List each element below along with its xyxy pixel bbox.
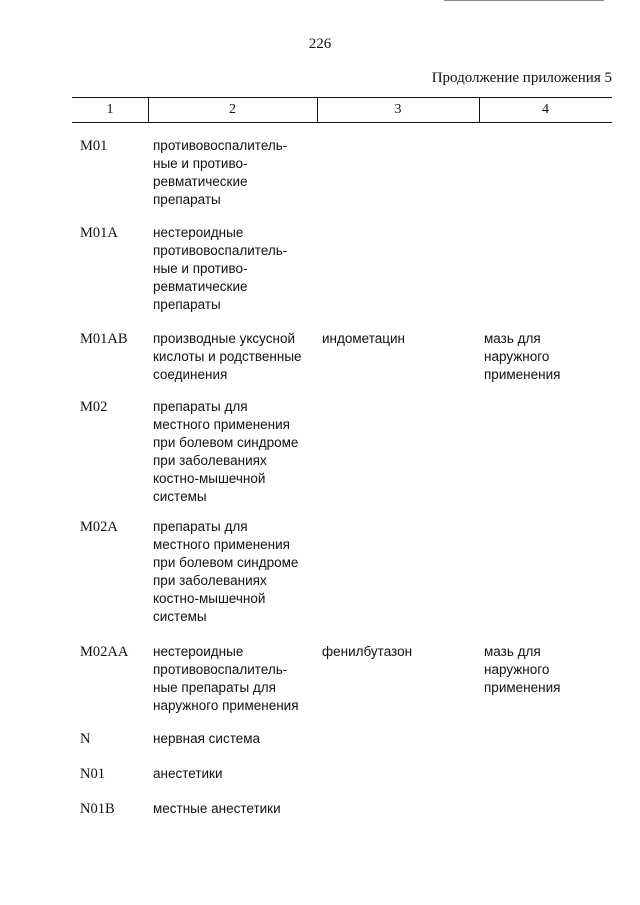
- table-cell-code: N: [80, 731, 91, 747]
- table-cell-code: N01: [80, 766, 105, 782]
- table-cell-code: M02AA: [80, 644, 129, 660]
- table-cell-name: противовоспалитель- ные и противо- ревматические препараты: [153, 138, 288, 207]
- header-col-4: 4: [542, 102, 549, 117]
- table-cell-code: M01: [80, 138, 108, 154]
- table-cell-name: местные анестетики: [153, 801, 281, 816]
- table-cell-code: M01AB: [80, 331, 128, 347]
- table-header-row: [72, 97, 612, 123]
- table-cell-name: нестероидные противовоспалитель- ные и противо- ревматические препараты: [153, 225, 288, 312]
- scan-edge-mark: [444, 0, 604, 1]
- header-col-1: 1: [106, 102, 114, 117]
- table-cell-name: препараты для местного применения при болевом синдроме при заболеваниях костно-мышечной системы: [153, 519, 299, 624]
- table-cell-name: нестероидные противовоспалитель- ные препараты для наружного применения: [153, 644, 299, 713]
- table-cell-dosage-form: мазь для наружного применения: [484, 644, 561, 695]
- table-cell-inn: фенилбутазон: [322, 644, 413, 659]
- appendix-continuation-label: Продолжение приложения 5: [431, 70, 612, 86]
- table-cell-code: N01B: [80, 801, 115, 817]
- table-cell-code: M02A: [80, 519, 118, 535]
- table-cell-inn: индометацин: [322, 331, 405, 346]
- table-cell-name: препараты для местного применения при болевом синдроме при заболеваниях костно-мышечной системы: [153, 399, 299, 504]
- table-cell-name: нервная система: [153, 731, 261, 746]
- table-cell-code: M02: [80, 399, 108, 415]
- table-cell-code: M01A: [80, 225, 118, 241]
- page-number: 226: [308, 36, 332, 52]
- table-cell-dosage-form: мазь для наружного применения: [484, 331, 561, 382]
- header-col-3: 3: [394, 102, 402, 117]
- table-cell-name: анестетики: [153, 766, 223, 781]
- table-cell-name: производные уксусной кислоты и родственные соединения: [153, 331, 302, 382]
- header-col-2: 2: [229, 102, 236, 117]
